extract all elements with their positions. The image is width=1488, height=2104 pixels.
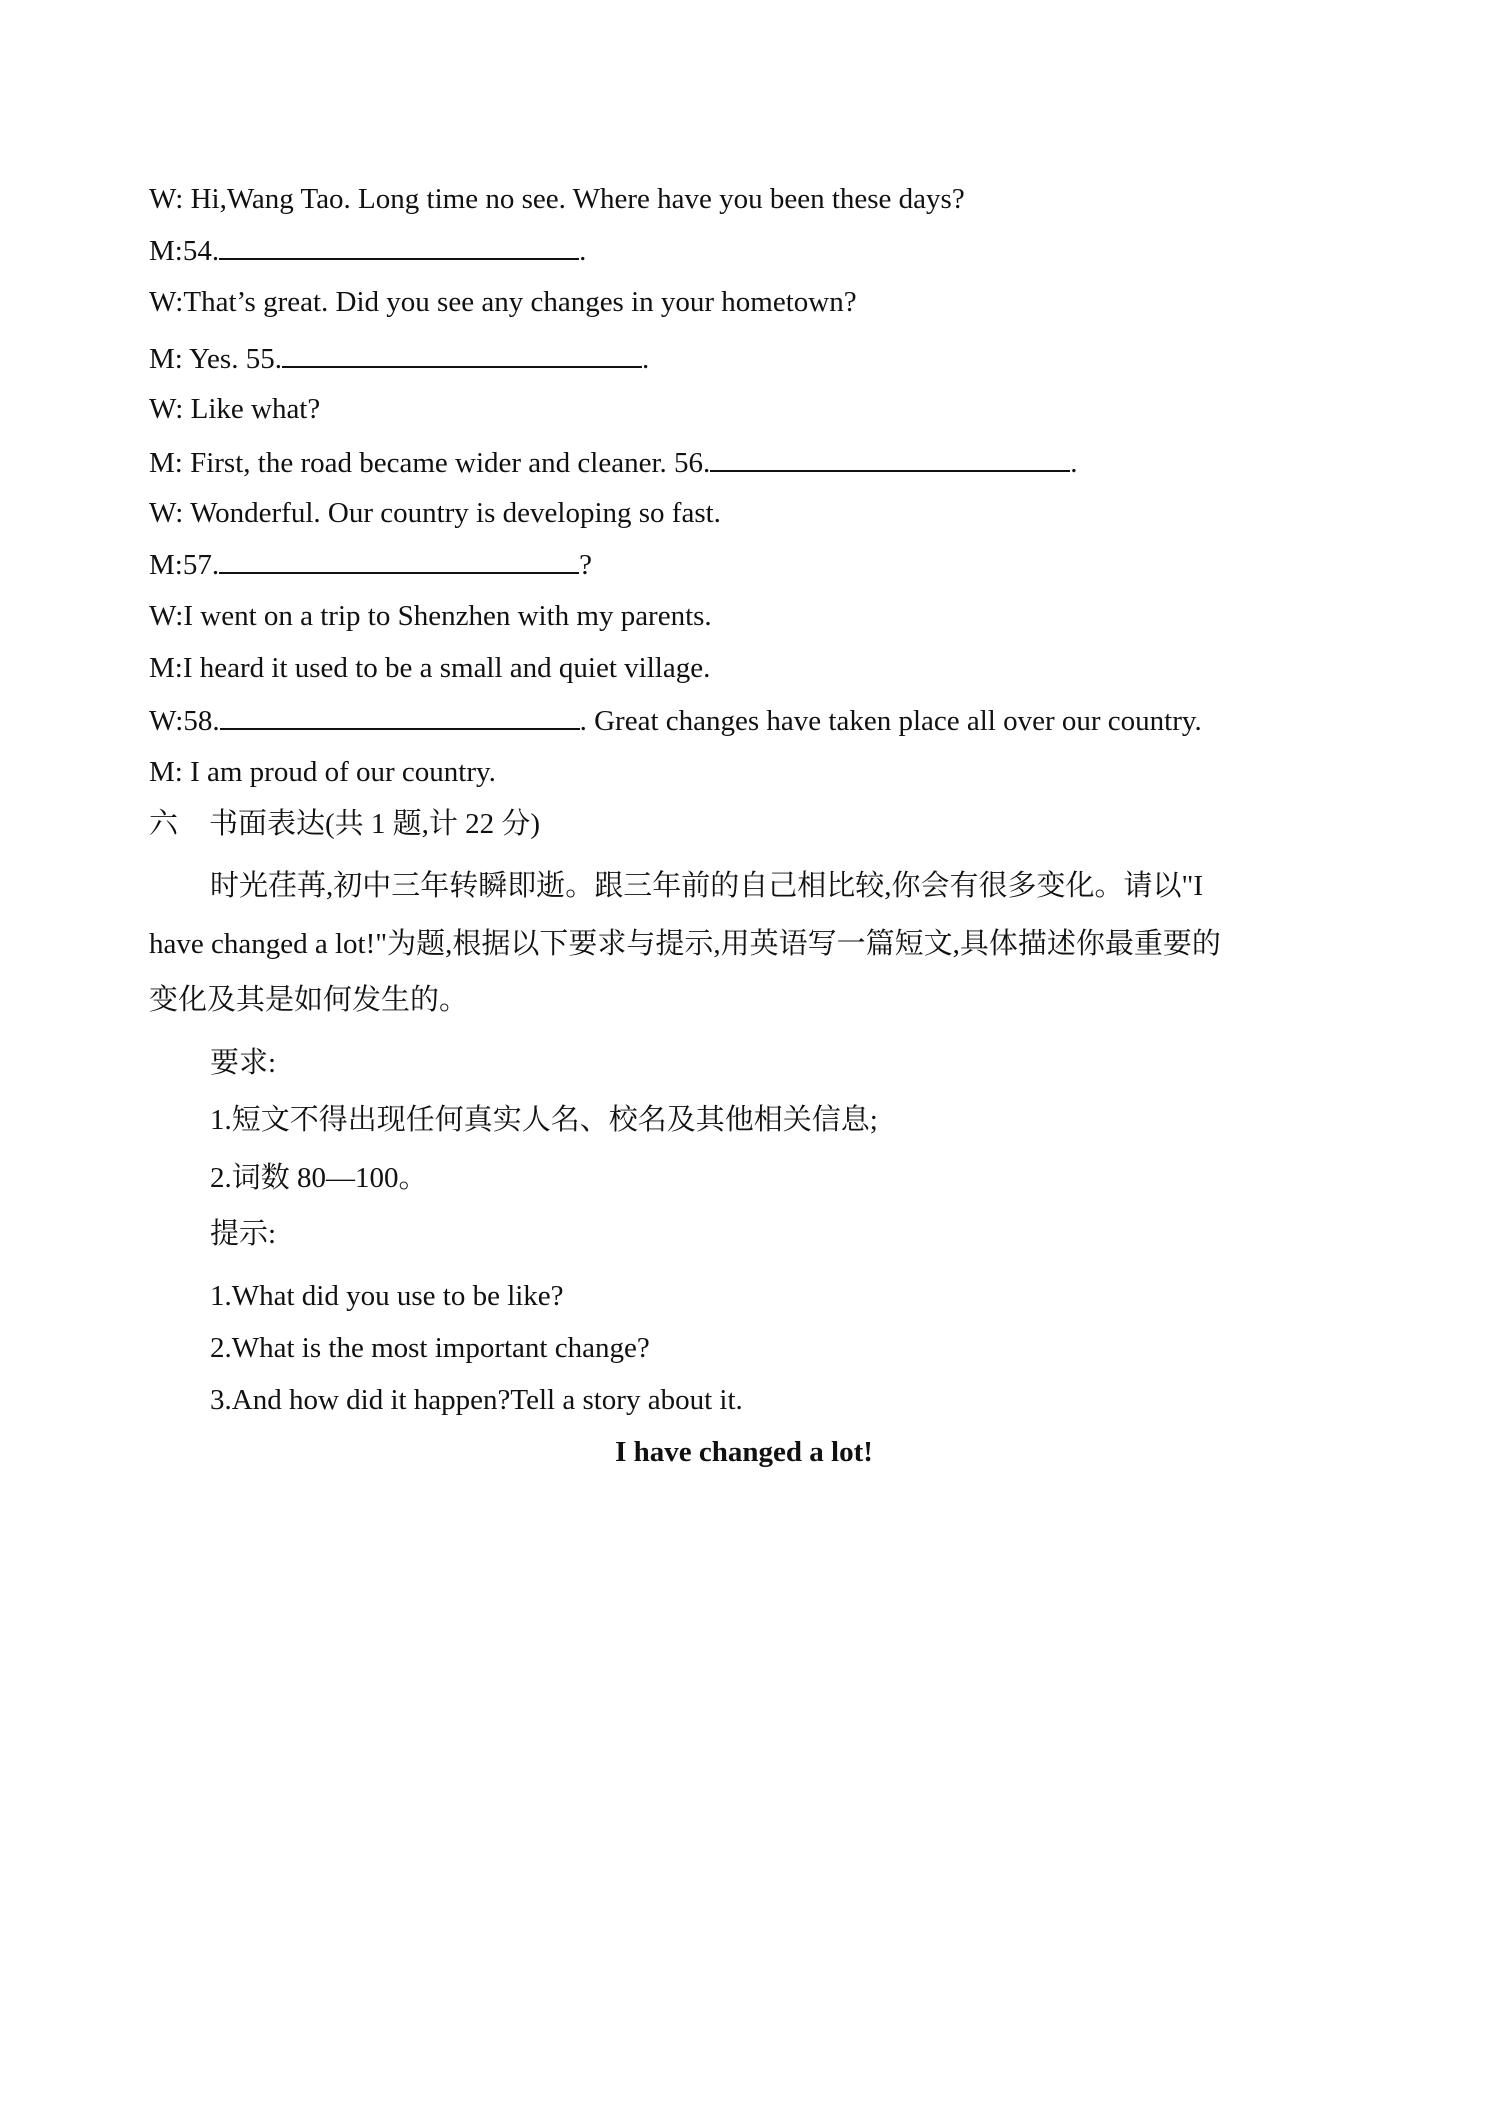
dialogue-line	[149, 444, 1078, 481]
hints-label-text: 提示:	[210, 1218, 277, 1250]
dialogue-line	[149, 495, 721, 531]
hint-text: 3.And how did it happen?Tell a story about it.	[210, 1384, 743, 1416]
section-intro-line	[149, 982, 468, 1018]
dialogue-line	[149, 284, 857, 320]
dialogue-text: .	[1070, 447, 1078, 479]
dialogue-text: M:54.	[149, 235, 220, 267]
answer-blank-55[interactable]	[282, 340, 642, 368]
hints-label	[210, 1216, 276, 1252]
answer-blank-57[interactable]	[219, 546, 579, 574]
section-title: 书面表达(共 1 题,计 22 分)	[209, 808, 541, 840]
requirement-text: 2.词数 80—100。	[210, 1162, 428, 1194]
hint-item	[210, 1278, 564, 1314]
dialogue-text: M: Yes. 55.	[149, 343, 282, 375]
dialogue-text: ?	[579, 549, 592, 581]
intro-text: 时光荏苒,初中三年转瞬即逝。跟三年前的自己相比较,你会有很多变化。请以"I	[210, 870, 1203, 902]
intro-text: have changed a lot!"为题,根据以下要求与提示,用英语写一篇短文,具体描述你最重要的	[149, 928, 1221, 960]
dialogue-text: W: Wonderful. Our country is developing so fast.	[149, 497, 721, 529]
essay-title: I have changed a lot!	[615, 1436, 873, 1468]
dialogue-text: W:I went on a trip to Shenzhen with my parents.	[149, 600, 712, 632]
dialogue-text: W: Like what?	[149, 393, 321, 425]
dialogue-line	[149, 650, 710, 686]
dialogue-text: .	[579, 235, 587, 267]
dialogue-text: M: First, the road became wider and cleaner. 56.	[149, 447, 711, 479]
dialogue-line	[149, 181, 965, 217]
answer-blank-54[interactable]	[219, 232, 579, 260]
answer-blank-58[interactable]	[220, 702, 580, 730]
dialogue-line	[149, 340, 649, 377]
section-intro-line	[149, 926, 1221, 962]
intro-text: 变化及其是如何发生的。	[149, 984, 469, 1016]
requirement-item	[210, 1102, 878, 1138]
dialogue-text: W: Hi,Wang Tao. Long time no see. Where have you been these days?	[149, 183, 965, 215]
requirement-item	[210, 1160, 428, 1196]
hint-text: 1.What did you use to be like?	[210, 1280, 564, 1312]
section-heading	[149, 806, 540, 842]
hint-item	[210, 1330, 650, 1366]
dialogue-text: M:I heard it used to be a small and quiet village.	[149, 652, 711, 684]
requirements-label-text: 要求:	[210, 1047, 277, 1079]
section-number: 六	[149, 808, 179, 840]
dialogue-line	[149, 702, 1202, 739]
dialogue-line	[149, 391, 320, 427]
dialogue-line	[149, 754, 496, 790]
dialogue-text: M:57.	[149, 549, 220, 581]
requirements-label	[210, 1045, 276, 1081]
requirement-text: 1.短文不得出现任何真实人名、校名及其他相关信息;	[210, 1104, 878, 1136]
dialogue-text: W:58.	[149, 705, 220, 737]
answer-blank-56[interactable]	[710, 444, 1070, 472]
dialogue-line	[149, 598, 712, 634]
dialogue-text: M: I am proud of our country.	[149, 756, 496, 788]
dialogue-text: . Great changes have taken place all over our country.	[579, 705, 1202, 737]
dialogue-text: W:That’s great. Did you see any changes in your hometown?	[149, 286, 857, 318]
hint-item	[210, 1382, 743, 1418]
section-intro-line	[210, 868, 1203, 904]
dialogue-text: .	[641, 343, 650, 375]
hint-text: 2.What is the most important change?	[210, 1332, 650, 1364]
dialogue-line	[149, 232, 586, 269]
dialogue-line	[149, 546, 592, 583]
